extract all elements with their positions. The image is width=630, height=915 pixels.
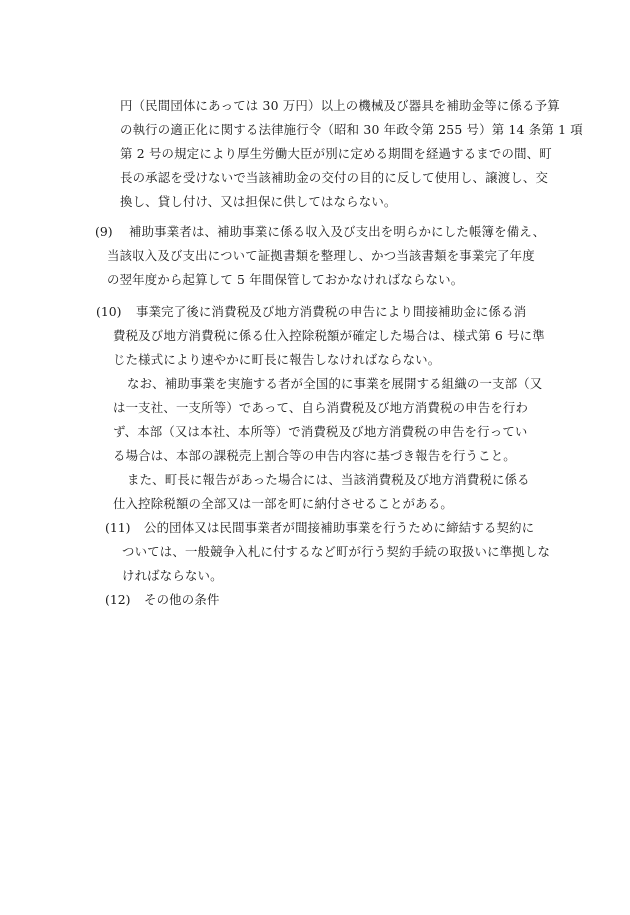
item-10-line-1: 事業完了後に消費税及び地方消費税の申告により間接補助金に係る消 bbox=[136, 304, 527, 319]
item-9-line-2: 当該収入及び支出について証拠書類を整理し、かつ当該書類を事業完了年度 bbox=[107, 248, 535, 263]
item-11-line-2: ついては、一般競争入札に付するなど町が行う契約手続の取扱いに準拠しな bbox=[122, 544, 551, 559]
continuation-line-2: の執行の適正化に関する法律施行令（昭和 30 年政令第 255 号）第 14 条第 1 項 bbox=[120, 122, 583, 137]
item-12-label: (12) bbox=[105, 592, 131, 607]
item-10-line-2: 費税及び地方消費税に係る仕入控除税額が確定した場合は、様式第 6 号に準 bbox=[113, 328, 545, 343]
item-11-label: (11) bbox=[105, 520, 131, 535]
item-10-line-5: は一支社、一支所等）であって、自ら消費税及び地方消費税の申告を行わ bbox=[113, 400, 529, 415]
item-10-line-6: ず、本部（又は本社、本所等）で消費税及び地方消費税の申告を行ってい bbox=[113, 424, 528, 439]
continuation-line-1: 円（民間団体にあっては 30 万円）以上の機械及び器具を補助金等に係る予算 bbox=[120, 98, 560, 113]
item-10-line-4: なお、補助事業を実施する者が全国的に事業を展開する組織の一支部（又 bbox=[127, 376, 543, 391]
continuation-line-3: 第 2 号の規定により厚生労働大臣が別に定める期間を経過するまでの間、町 bbox=[120, 146, 552, 161]
item-9-line-1: 補助事業者は、補助事業に係る収入及び支出を明らかにした帳簿を備え、 bbox=[129, 224, 546, 239]
item-11-line-3: ければならない。 bbox=[122, 568, 223, 583]
item-9-line-3: の翌年度から起算して 5 年間保管しておかなければならない。 bbox=[107, 272, 464, 287]
item-10-label: (10) bbox=[96, 304, 122, 319]
continuation-line-4: 長の承認を受けないで当該補助金の交付の目的に反して使用し、譲渡し、交 bbox=[120, 170, 549, 185]
continuation-line-5: 換し、貸し付け、又は担保に供してはならない。 bbox=[120, 194, 397, 209]
item-10-line-7: る場合は、本部の課税売上割合等の申告内容に基づき報告を行うこと。 bbox=[113, 448, 516, 463]
item-10-line-3: じた様式により速やかに町長に報告しなければならない。 bbox=[113, 352, 441, 367]
item-10-line-8: また、町長に報告があった場合には、当該消費税及び地方消費税に係る bbox=[127, 472, 530, 487]
item-10-line-9: 仕入控除税額の全部又は一部を町に納付させることがある。 bbox=[113, 496, 453, 511]
item-12-line-1: その他の条件 bbox=[144, 592, 220, 607]
item-11-line-1: 公的団体又は民間事業者が間接補助事業を行うために締結する契約に bbox=[144, 520, 535, 535]
item-9-label: (9) bbox=[95, 224, 113, 239]
